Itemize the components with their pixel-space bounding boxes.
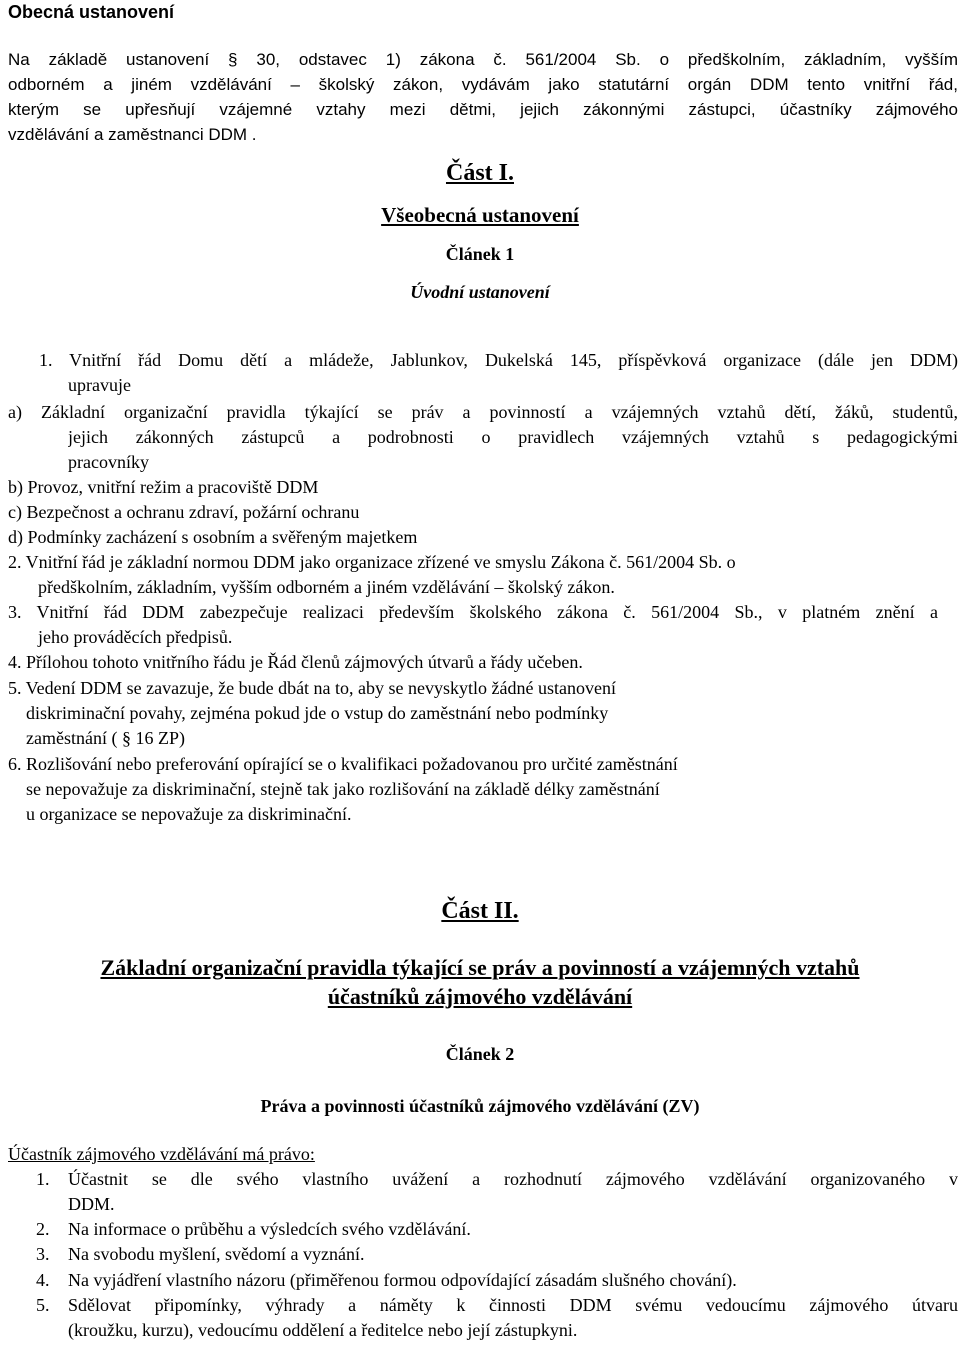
part-title: Část I. xyxy=(445,160,514,186)
paragraph-line: upravuje xyxy=(68,375,131,395)
paragraph-line: 4. Přílohou tohoto vnitřního řádu je Řád členů zájmových útvarů a řády učeben. xyxy=(8,652,583,672)
list-item-line: Na informace o průběhu a výsledcích svého vzdělávání. xyxy=(68,1219,471,1239)
list-item-line: Na svobodu myšlení, svědomí a vyznání. xyxy=(68,1244,365,1264)
part-subtitle: Základní organizační pravidla týkající se práv a povinností a vzájemných vztahů xyxy=(100,955,860,980)
article-title: Úvodní ustanovení xyxy=(410,282,550,302)
paragraph-line: u organizace se nepovažuje za diskriminační. xyxy=(26,804,352,824)
paragraph-line: 5. Vedení DDM se zavazuje, že bude dbát na to, aby se nevyskytlo žádné ustanovení xyxy=(8,678,616,698)
intro-line: vzdělávání a zaměstnanci DDM . xyxy=(8,125,257,144)
list-item-line: DDM. xyxy=(68,1194,115,1214)
list-item-line: (kroužku, kurzu), vedoucímu oddělení a ředitelce nebo její zástupkyni. xyxy=(68,1320,578,1340)
paragraph-line: 3. Vnitřní řád DDM zabezpečuje realizaci především školského zákona č. 561/2004 Sb., v platném znění a xyxy=(8,602,938,622)
list-number: 2. xyxy=(36,1219,50,1239)
paragraph-line: diskriminační povahy, zejména pokud jde o vstup do zaměstnání nebo podmínky xyxy=(26,703,609,723)
paragraph-line: c) Bezpečnost a ochranu zdraví, požární ochranu xyxy=(8,502,360,522)
article-number: Článek 1 xyxy=(445,244,515,264)
paragraph-line: jeho prováděcích předpisů. xyxy=(38,627,233,647)
rights-heading: Účastník zájmového vzdělávání má právo: xyxy=(8,1144,315,1164)
paragraph-line: jejich zákonných zástupců a podrobnosti o pravidlech vzájemných vztahů s pedagogickými xyxy=(68,427,958,447)
list-item-line: Na vyjádření vlastního názoru (přiměřenou formou odpovídající zásadám slušného chování). xyxy=(68,1270,737,1290)
list-number: 1. xyxy=(36,1169,50,1189)
list-item-line: Sdělovat připomínky, výhrady a náměty k činnosti DDM svému vedoucímu zájmového útvaru xyxy=(68,1295,958,1315)
paragraph-line: b) Provoz, vnitřní režim a pracoviště DDM xyxy=(8,477,319,497)
list-number: 4. xyxy=(36,1270,50,1290)
list-number: 3. xyxy=(36,1244,50,1264)
paragraph-line: předškolním, základním, vyšším odborném a jiném vzdělávání – školský zákon. xyxy=(38,577,615,597)
paragraph-line: pracovníky xyxy=(68,452,149,472)
intro-line: kterým se upřesňují vzájemné vztahy mezi dětmi, jejich zákonnými zástupci, účastníky zájmového xyxy=(8,100,958,119)
section-heading: Obecná ustanovení xyxy=(8,2,175,22)
paragraph-line: a) Základní organizační pravidla týkající se práv a povinností a vzájemných vztahů dětí, žáků, studentů, xyxy=(8,402,958,422)
list-item-line: Účastnit se dle svého vlastního uvážení a rozhodnutí zájmového vzdělávání organizovaného v xyxy=(68,1169,958,1189)
paragraph-line: se nepovažuje za diskriminační, stejně tak jako rozlišování na základě délky zaměstnání xyxy=(26,779,660,799)
paragraph-line: 6. Rozlišování nebo preferování opírající se o kvalifikaci požadovanou pro určité zaměstnání xyxy=(8,754,678,774)
article-number: Článek 2 xyxy=(445,1044,515,1064)
list-number: 5. xyxy=(36,1295,50,1315)
part-subtitle: účastníků zájmového vzdělávání xyxy=(327,984,633,1009)
paragraph-line: d) Podmínky zacházení s osobním a svěřeným majetkem xyxy=(8,527,418,547)
paragraph-line: 2. Vnitřní řád je základní normou DDM jako organizace zřízené ve smyslu Zákona č. 561/2004 Sb. o xyxy=(8,552,736,572)
paragraph-line: 1. Vnitřní řád Domu dětí a mládeže, Jablunkov, Dukelská 145, příspěvková organizace (dále jen DDM) xyxy=(39,350,958,370)
intro-line: odborném a jiném vzdělávání – školský zákon, vydávám jako statutární orgán DDM tento vnitřní řád, xyxy=(8,75,958,94)
part-title: Část II. xyxy=(441,898,519,924)
article-title: Práva a povinnosti účastníků zájmového vzdělávání (ZV) xyxy=(260,1096,700,1116)
intro-line: Na základě ustanovení § 30, odstavec 1) zákona č. 561/2004 Sb. o předškolním, základním, vyšším xyxy=(8,50,958,69)
paragraph-line: zaměstnání ( § 16 ZP) xyxy=(26,728,185,748)
part-subtitle: Všeobecná ustanovení xyxy=(381,203,579,227)
